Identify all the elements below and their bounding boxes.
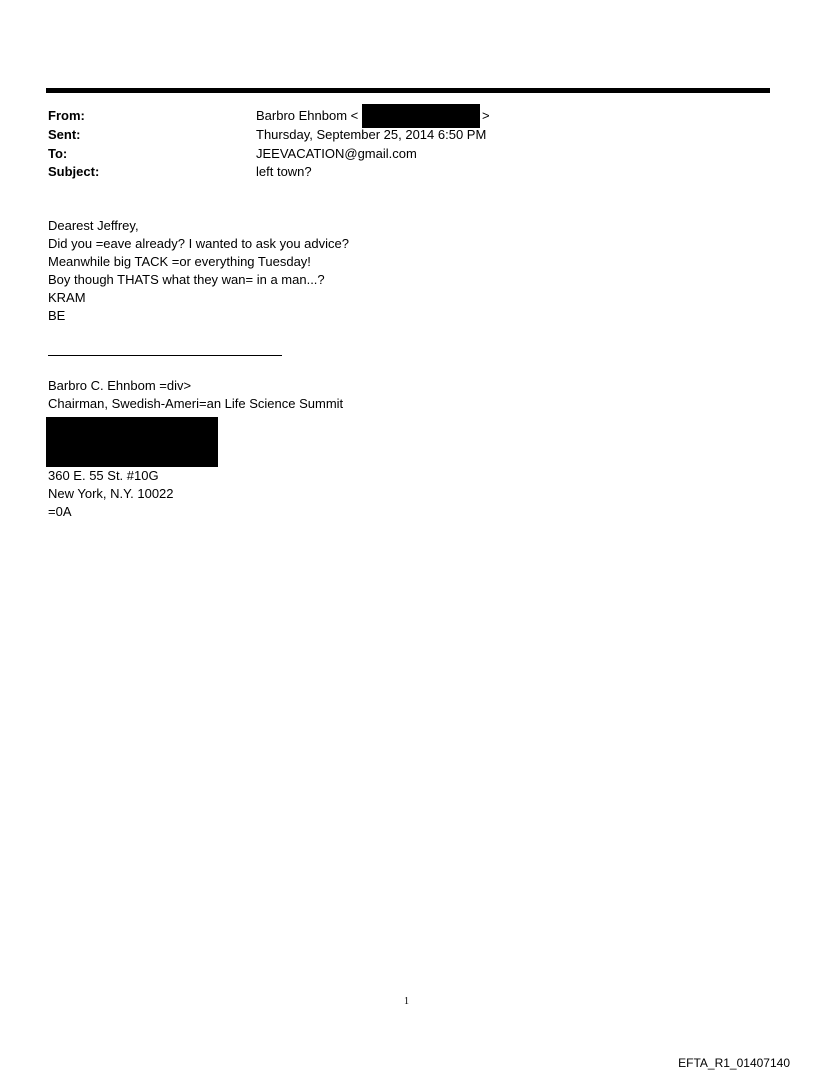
sent-value: Thursday, September 25, 2014 6:50 PM	[256, 127, 487, 142]
signature-divider	[48, 355, 282, 356]
body-line: Dearest Jeffrey,	[48, 218, 139, 233]
signature-address-line: 360 E. 55 St. #10G	[48, 468, 159, 483]
header-divider	[46, 88, 770, 93]
from-label: From:	[48, 108, 85, 123]
signature-address-line: =0A	[48, 504, 72, 519]
signature-title: Chairman, Swedish-Ameri=an Life Science Summit	[48, 396, 344, 411]
from-email-redaction	[362, 104, 480, 128]
body-line: KRAM	[48, 290, 86, 305]
body-line: BE	[48, 308, 66, 323]
body-line: Boy though THATS what they wan= in a man...?	[48, 272, 325, 287]
from-value: Barbro Ehnbom <	[256, 108, 359, 123]
signature-phone-redaction	[46, 417, 218, 467]
from-value-end: >	[482, 108, 490, 123]
to-value: JEEVACATION@gmail.com	[256, 146, 417, 161]
subject-value: left town?	[256, 164, 312, 179]
signature-address-line: New York, N.Y. 10022	[48, 486, 174, 501]
page-number: 1	[404, 996, 409, 1007]
sent-label: Sent:	[48, 127, 81, 142]
body-line: Did you =eave already? I wanted to ask you advice?	[48, 236, 349, 251]
document-id: EFTA_R1_01407140	[678, 1056, 790, 1070]
to-label: To:	[48, 146, 68, 161]
subject-label: Subject:	[48, 164, 100, 179]
signature-name: Barbro C. Ehnbom =div>	[48, 378, 192, 393]
body-line: Meanwhile big TACK =or everything Tuesday!	[48, 254, 311, 269]
